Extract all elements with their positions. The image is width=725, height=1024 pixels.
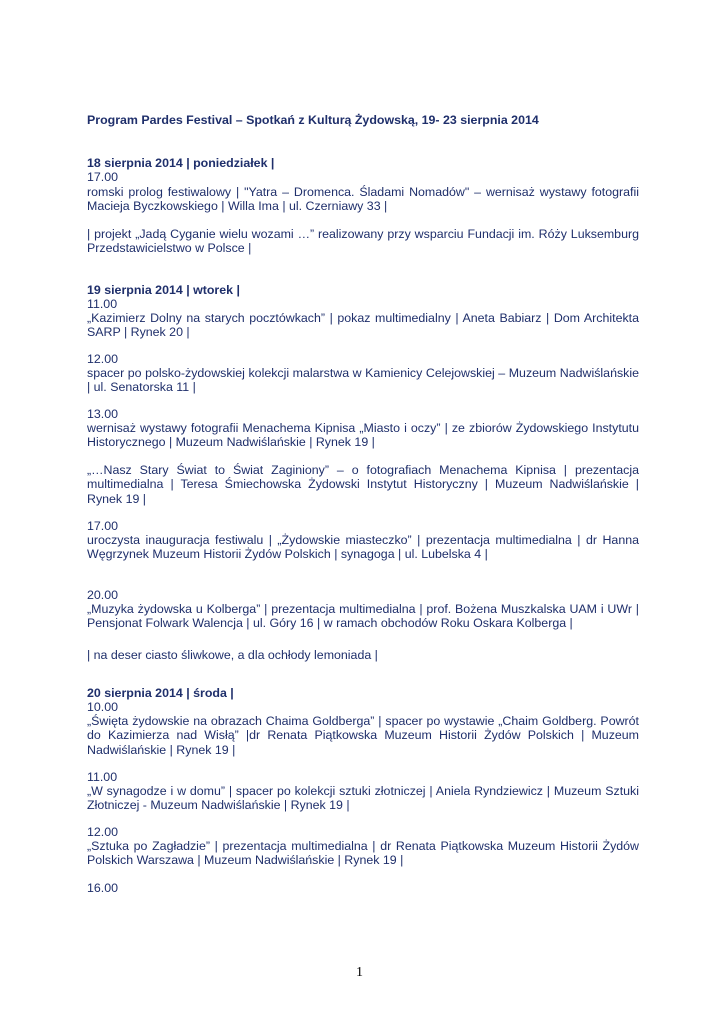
event-time: 11.00 bbox=[87, 297, 118, 312]
event-description: „…Nasz Stary Świat to Świat Zaginiony” – o fotografiach Menachema Kipnisa | prezentacja multimedialna | Teresa Śmiechowska Żydowski Instytut Historyczny | Muzeum Nadwiślańskie | Rynek 19 | bbox=[87, 463, 639, 506]
event-text bbox=[87, 533, 639, 562]
event-time-block bbox=[87, 881, 639, 895]
event-description: uroczysta inauguracja festiwalu | „Żydowskie miasteczko” | prezentacja multimedialna | dr Hanna Węgrzynek Muzeum Historii Żydów Polskich | synagoga | ul. Lubelska 4 | bbox=[87, 533, 639, 562]
event-text bbox=[87, 311, 639, 340]
day-heading-text: 19 sierpnia 2014 | wtorek | bbox=[87, 283, 240, 297]
event-time-block bbox=[87, 825, 639, 839]
event-time: 17.00 bbox=[87, 519, 119, 533]
event-description: | projekt „Jadą Cyganie wielu wozami …” realizowany przy wsparciu Fundacji im. Róży Luksemburg Przedstawicielstwo w Polsce | bbox=[87, 227, 639, 256]
event-time-block bbox=[87, 588, 639, 602]
day-heading bbox=[87, 686, 639, 715]
event-time: 17.00 bbox=[87, 170, 119, 185]
event-description: „Muzyka żydowska u Kolberga” | prezentacja multimedialna | prof. Bożena Muszkalska UAM i UWr | Pensjonat Folwark Walencja | ul. Góry 16 | w ramach obchodów Roku Oskara Kolberga | bbox=[87, 602, 639, 631]
event-time: 16.00 bbox=[87, 881, 119, 895]
page-number: 1 bbox=[356, 965, 363, 980]
event-description: romski prolog festiwalowy | "Yatra – Dromenca. Śladami Nomadów" – wernisaż wystawy fotografii Macieja Byczkowskiego | Willa Ima | ul. Czerniawy 33 | bbox=[87, 185, 639, 214]
event-description: spacer po polsko-żydowskiej kolekcji malarstwa w Kamienicy Celejowskiej – Muzeum Nadwiślańskie | ul. Senatorska 11 | bbox=[87, 366, 639, 395]
event-description: „Kazimierz Dolny na starych pocztówkach” | pokaz multimedialny | Aneta Babiarz | Dom Architekta SARP | Rynek 20 | bbox=[87, 311, 639, 340]
day-heading-text: 20 sierpnia 2014 | środa | bbox=[87, 686, 234, 700]
event-text bbox=[87, 227, 639, 256]
event-time: 20.00 bbox=[87, 588, 119, 602]
event-time: 12.00 bbox=[87, 352, 119, 366]
event-description: „Sztuka po Zagładzie” | prezentacja multimedialna | dr Renata Piątkowska Muzeum Historii Żydów Polskich Warszawa | Muzeum Nadwiślańskie | Rynek 19 | bbox=[87, 839, 639, 868]
event-text bbox=[87, 421, 639, 450]
day-heading-text: 18 sierpnia 2014 | poniedziałek | bbox=[87, 156, 275, 170]
day-heading bbox=[87, 283, 639, 312]
event-text bbox=[87, 839, 639, 868]
event-description: wernisaż wystawy fotografii Menachema Kipnisa „Miasto i oczy” | ze zbiorów Żydowskiego Instytutu Historycznego | Muzeum Nadwiślańskie | Rynek 19 | bbox=[87, 421, 639, 450]
event-text bbox=[87, 185, 639, 214]
event-description: | na deser ciasto śliwkowe, a dla ochłody lemoniada | bbox=[87, 648, 378, 662]
event-time: 11.00 bbox=[87, 770, 118, 784]
event-time-block bbox=[87, 519, 639, 533]
event-text bbox=[87, 366, 639, 395]
day-heading bbox=[87, 156, 639, 185]
event-description: „Święta żydowskie na obrazach Chaima Goldberga” | spacer po wystawie „Chaim Goldberg. Powrót do Kazimierza nad Wisłą” |dr Renata Piątkowska Muzeum Historii Żydów Polskich | Muzeum Nadwiślańskie | Rynek 19 | bbox=[87, 714, 639, 757]
event-text bbox=[87, 784, 639, 813]
event-text bbox=[87, 602, 639, 631]
event-text bbox=[87, 648, 639, 662]
event-time: 13.00 bbox=[87, 407, 119, 421]
event-time-block bbox=[87, 352, 639, 366]
event-time: 12.00 bbox=[87, 825, 119, 839]
event-time-block bbox=[87, 407, 639, 421]
event-text bbox=[87, 714, 639, 757]
event-time-block bbox=[87, 770, 639, 784]
event-text bbox=[87, 463, 639, 506]
event-time: 10.00 bbox=[87, 700, 119, 715]
event-description: „W synagodze i w domu” | spacer po kolekcji sztuki złotniczej | Aniela Ryndziewicz | Muzeum Sztuki Złotniczej - Muzeum Nadwiślańskie | Rynek 19 | bbox=[87, 784, 639, 813]
page-title: Program Pardes Festival – Spotkań z Kulturą Żydowską, 19- 23 sierpnia 2014 bbox=[87, 113, 539, 127]
